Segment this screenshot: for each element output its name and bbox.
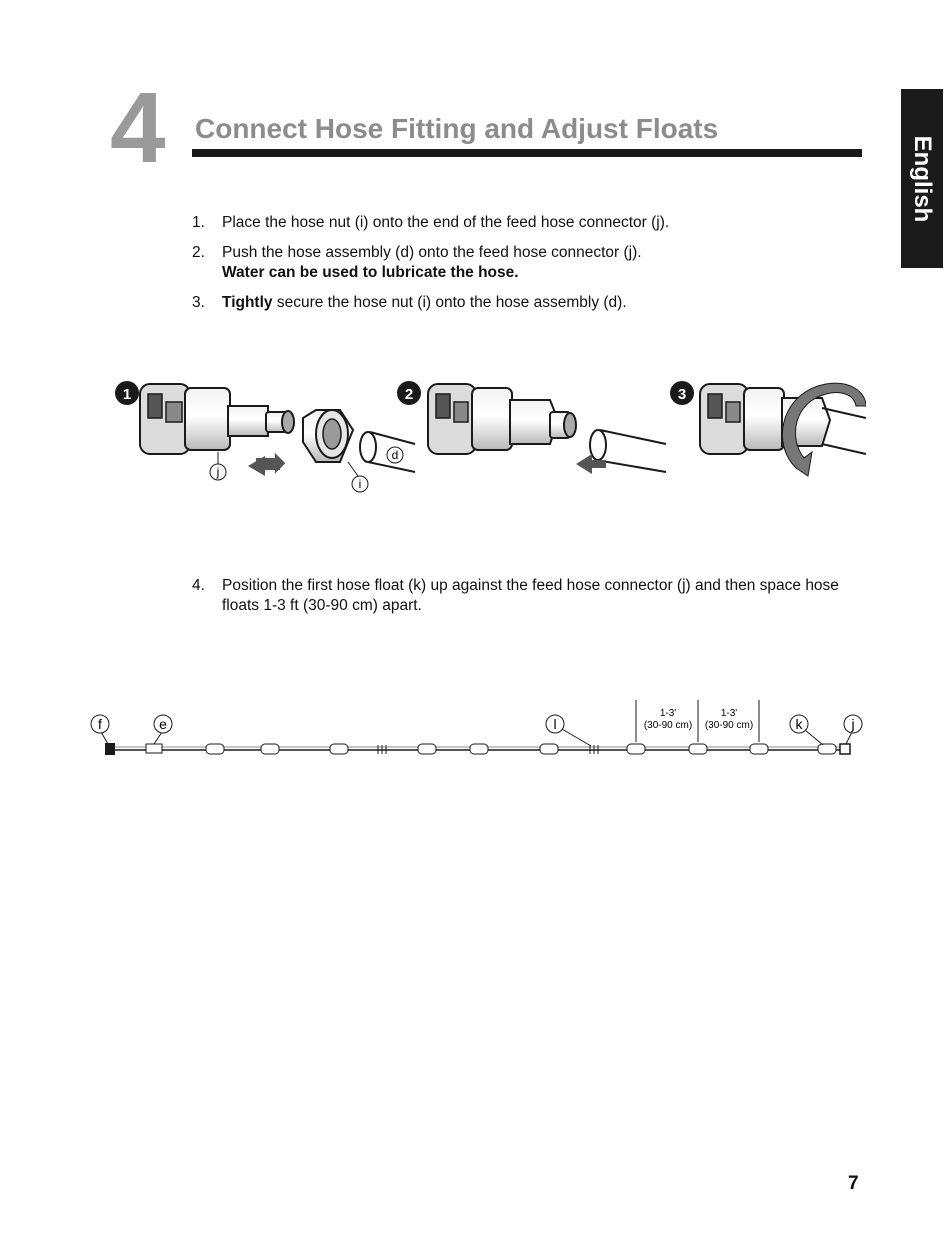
callout-f <box>91 715 109 744</box>
step-4-number: 4. <box>192 577 205 594</box>
callout-j-fig2 <box>844 715 862 744</box>
callout-l <box>546 715 591 746</box>
panel-3-illustration <box>700 383 866 476</box>
title-rule <box>192 149 862 157</box>
spacing-1-top: 1-3' <box>659 708 677 719</box>
page-number: 7 <box>848 1173 859 1194</box>
hose-float <box>750 744 768 754</box>
callout-j-fig1 <box>210 452 226 480</box>
hose-float <box>206 744 224 754</box>
fitting-e <box>146 744 162 753</box>
step-2 <box>192 243 862 283</box>
step-1-text: Place the hose nut (i) onto the end of the feed hose connector (j). <box>222 214 670 231</box>
panel-1-number-badge <box>115 381 139 405</box>
callout-k <box>790 715 823 745</box>
spacing-2-top: 1-3' <box>720 708 738 719</box>
step-2-note: Water can be used to lubricate the hose. <box>222 264 519 281</box>
step-2-text: Push the hose assembly (d) onto the feed hose connector (j). <box>222 244 642 261</box>
panel-1-number: 1 <box>122 386 132 403</box>
callout-i-fig1 <box>348 462 368 492</box>
panel-2-number-badge <box>397 381 421 405</box>
step-3-text: secure the hose nut (i) onto the hose assembly (d). <box>272 294 627 311</box>
callout-j2-label: j <box>851 716 855 732</box>
callout-k-label: k <box>795 716 803 732</box>
connector-j <box>840 744 850 754</box>
step-1 <box>192 213 862 233</box>
end-cap-f <box>105 743 115 755</box>
hose-floats <box>206 744 836 754</box>
step-2-number: 2. <box>192 244 205 261</box>
hose-float <box>470 744 488 754</box>
panel-3-number: 3 <box>677 386 687 403</box>
language-tab-label: English <box>909 135 936 222</box>
callout-i-label: i <box>358 477 362 491</box>
hose-float <box>261 744 279 754</box>
section-title: Connect Hose Fitting and Adjust Floats <box>195 113 719 144</box>
step-4 <box>192 576 862 616</box>
spacing-2-bottom: (30-90 cm) <box>704 720 754 731</box>
hose-float <box>689 744 707 754</box>
hose-float-spacing-illustration <box>88 694 868 766</box>
step-3-number: 3. <box>192 294 205 311</box>
callout-e <box>154 715 172 744</box>
step-4-text: Position the first hose float (k) up against the feed hose connector (j) and then space hose floats 1-3 ft (30-90 cm) apart. <box>222 577 839 614</box>
callout-d-fig1 <box>387 447 403 463</box>
panel-2-illustration <box>428 384 666 472</box>
step-3 <box>192 293 862 313</box>
instruction-list <box>192 213 862 323</box>
step-1-number: 1. <box>192 214 205 231</box>
callout-j-label: j <box>216 465 220 479</box>
hose-float <box>418 744 436 754</box>
panel-1-illustration <box>140 384 415 474</box>
hose-float <box>330 744 348 754</box>
connection-steps-illustration <box>110 372 866 504</box>
hose-float <box>627 744 645 754</box>
callout-l-label: l <box>553 716 557 732</box>
callout-f-label: f <box>98 716 102 732</box>
panel-3-number-badge <box>670 381 694 405</box>
callout-d-label: d <box>391 448 399 462</box>
hose-float-k <box>818 744 836 754</box>
step-3-emphasis: Tightly <box>222 294 273 311</box>
callout-e-label: e <box>159 716 167 732</box>
spacing-1-bottom: (30-90 cm) <box>643 720 693 731</box>
language-tab <box>901 89 943 268</box>
instruction-list-step-4 <box>192 576 862 626</box>
hose-float <box>540 744 558 754</box>
panel-2-number: 2 <box>404 386 414 403</box>
section-number: 4 <box>110 72 164 184</box>
